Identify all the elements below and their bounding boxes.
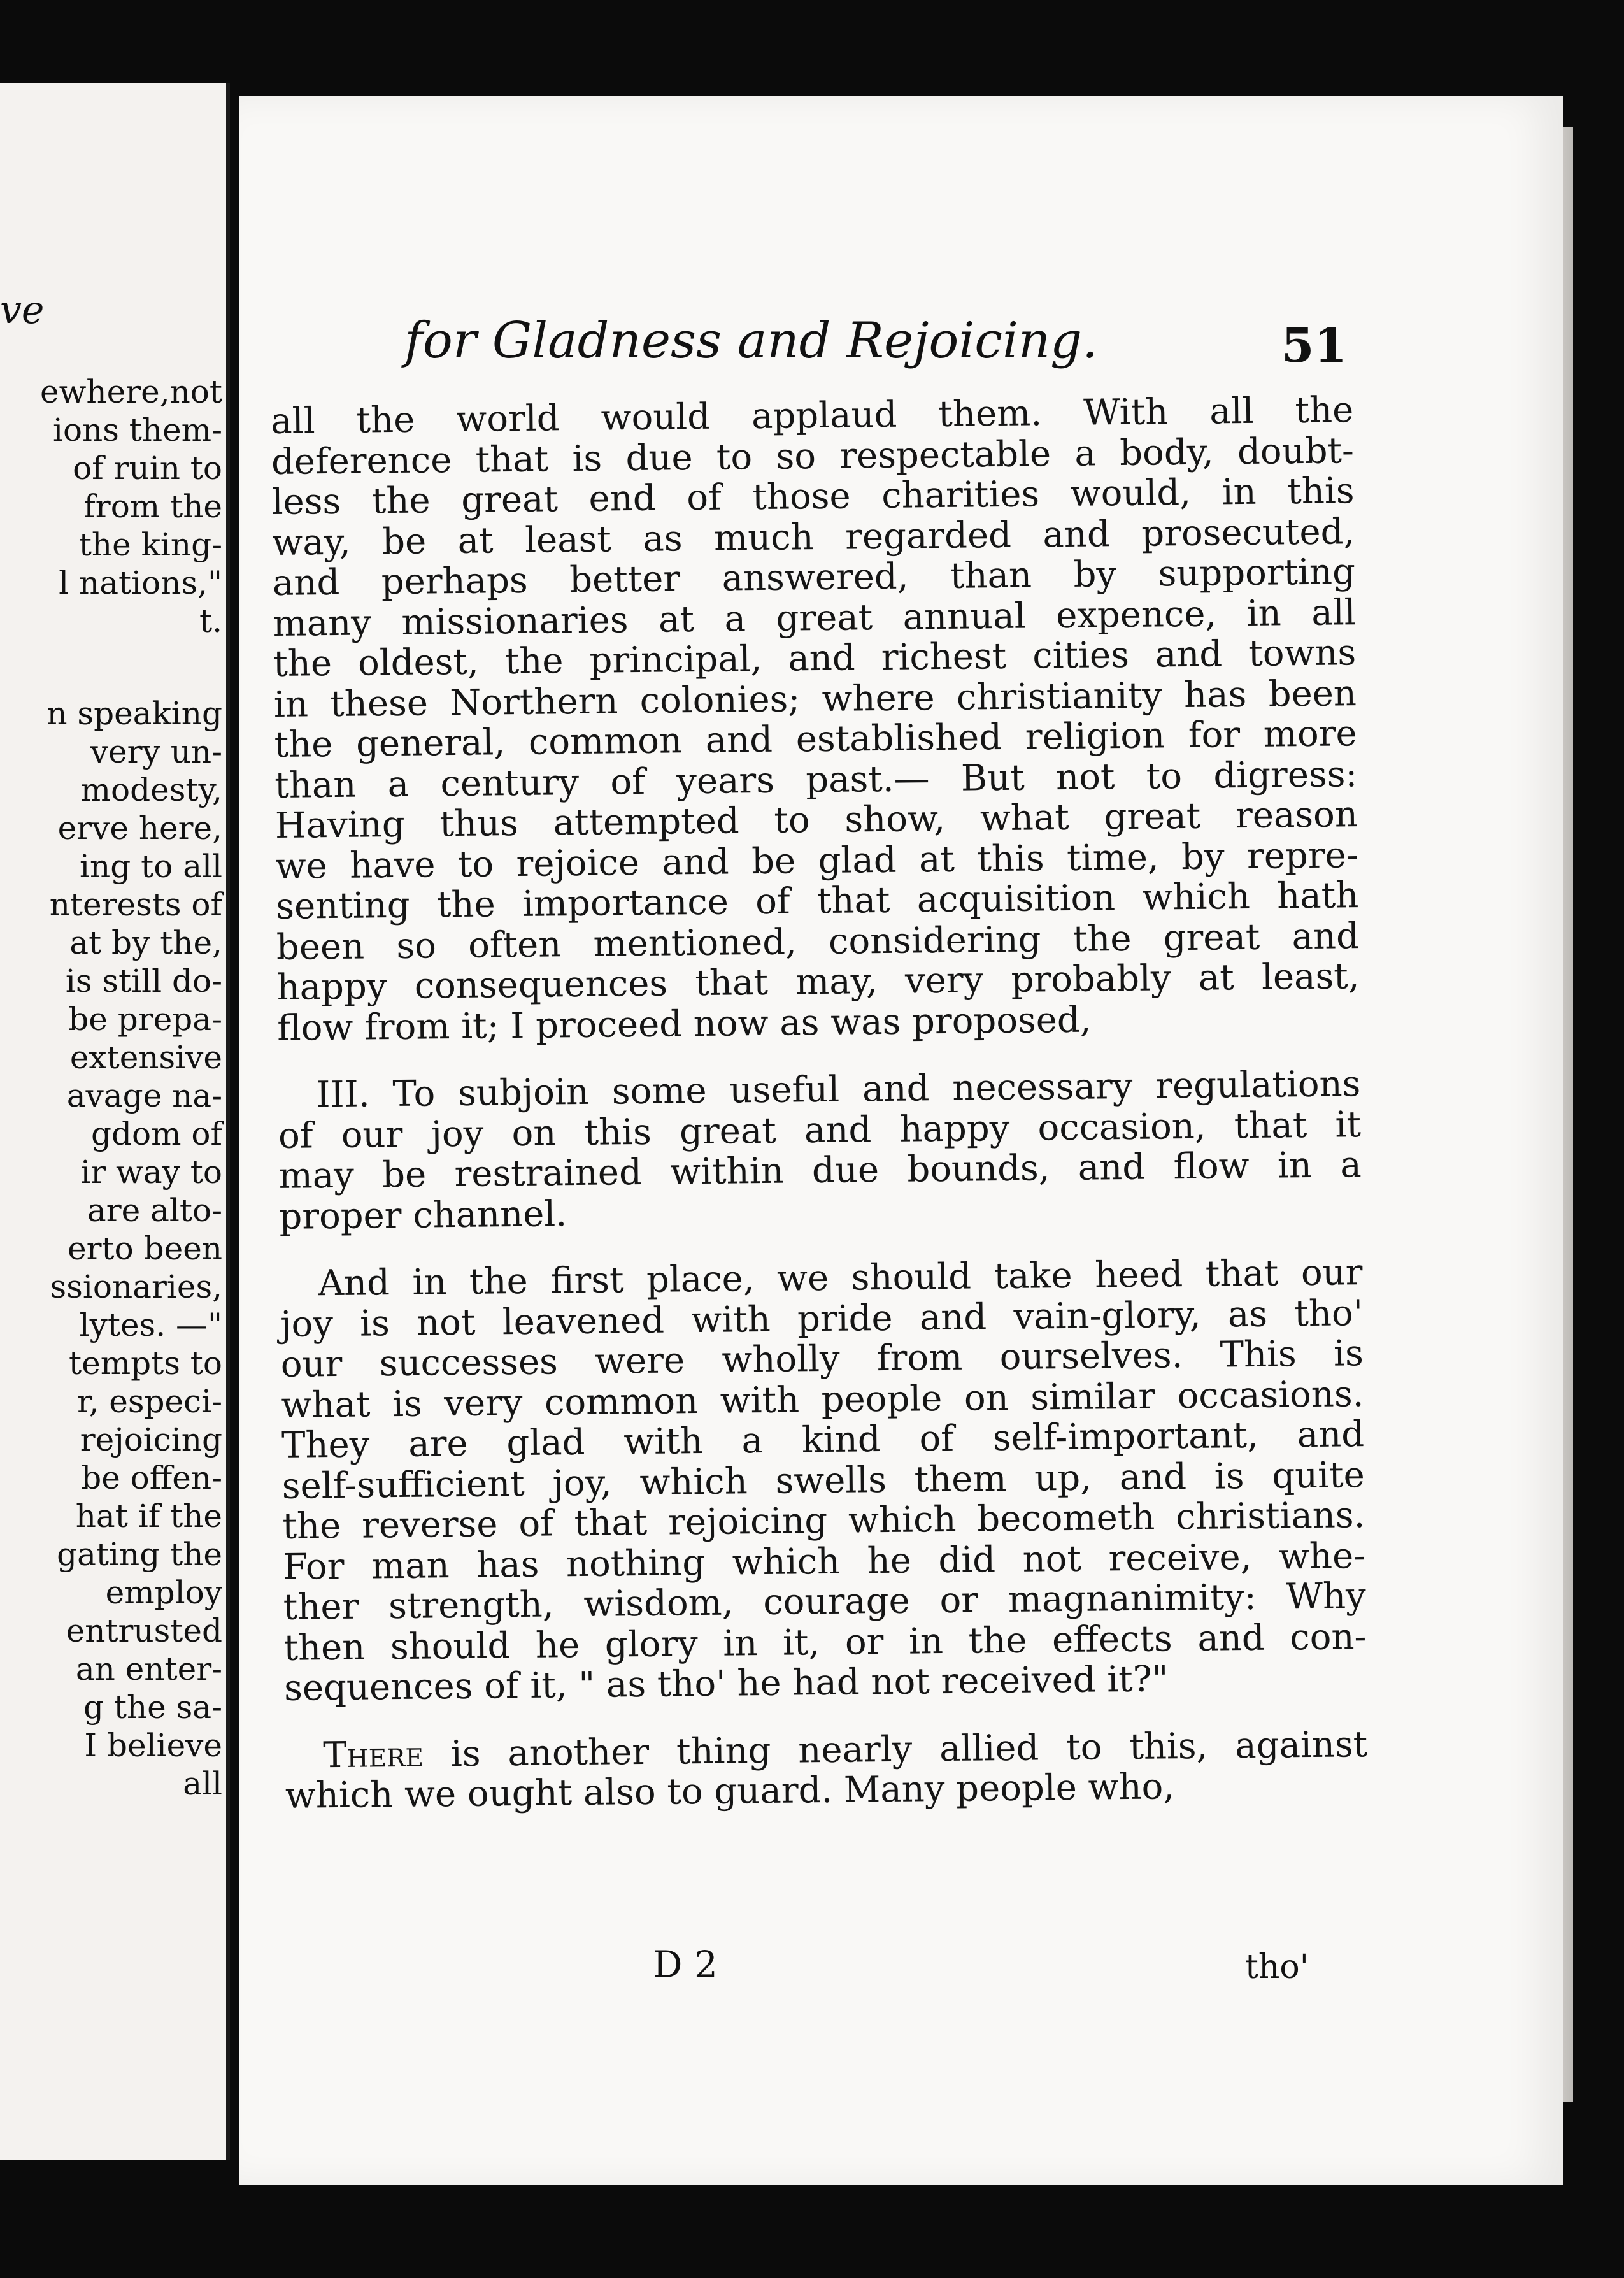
paragraph xyxy=(280,1252,1367,1708)
left-page-line: of ruin to xyxy=(73,450,222,487)
left-page-line: entrusted xyxy=(66,1612,222,1649)
text-line: ther strength, wisdom, courage or magnanimity: Why xyxy=(283,1575,1367,1628)
text-line: For man has nothing which he did not receive, whe- xyxy=(282,1535,1366,1588)
left-page-line: be prepa- xyxy=(68,1001,222,1038)
text-line: They are glad with a kind of self-important, and xyxy=(281,1414,1365,1466)
text-line: senting the importance of that acquisition which hath xyxy=(275,875,1359,928)
left-page-line: ions them- xyxy=(52,412,222,448)
left-page-line: r, especi- xyxy=(77,1383,222,1420)
left-page-line: hat if the xyxy=(75,1498,222,1535)
left-page-line: avage na- xyxy=(66,1077,222,1114)
left-page-line: erto been xyxy=(68,1230,222,1267)
left-page-line: rejoicing xyxy=(80,1421,222,1458)
text-line: of our joy on this great and happy occasion, that it xyxy=(278,1103,1362,1157)
left-facing-page xyxy=(0,83,230,2160)
page-footer xyxy=(271,1943,1353,1994)
text-line: self-sufficient joy, which swells them up, and is quite xyxy=(281,1454,1365,1507)
left-page-line: nterests of xyxy=(49,886,222,923)
left-page-line: t. xyxy=(199,603,222,640)
text-line: and perhaps better answered, than by supporting xyxy=(272,551,1356,604)
text-line: then should he glory in it, or in the effects and con- xyxy=(283,1615,1367,1669)
text-line: happy consequences that may, very probably at least, xyxy=(276,956,1360,1008)
paragraph xyxy=(278,1064,1362,1237)
left-page-line: gating the xyxy=(57,1536,222,1573)
left-page-line: g the sa- xyxy=(83,1689,222,1726)
left-page-line: employ xyxy=(105,1574,222,1611)
page-header xyxy=(404,312,1347,395)
left-page-line: modesty, xyxy=(80,771,222,808)
text-line: the general, common and established religion for more xyxy=(274,713,1357,766)
book-page xyxy=(239,96,1563,2185)
text-line: flow from it; I proceed now as was proposed, xyxy=(276,999,1092,1049)
text-line: the reverse of that rejoicing which becometh christians. xyxy=(282,1494,1365,1547)
text-line: less the great end of those charities would, in this xyxy=(271,470,1355,523)
small-caps-lead: There xyxy=(322,1733,424,1776)
text-line: III. To subjoin some useful and necessary regulations xyxy=(316,1063,1361,1116)
text-line: And in the first place, we should take heed that our xyxy=(318,1252,1363,1305)
line-text: is another thing nearly allied to this, against xyxy=(423,1723,1368,1775)
left-page-line: gdom of xyxy=(90,1115,222,1152)
text-line: proper channel. xyxy=(279,1193,567,1238)
text-line: than a century of years past.— But not to digress: xyxy=(274,753,1358,806)
left-page-line: lytes. —" xyxy=(79,1307,222,1343)
left-page-line: very un- xyxy=(90,733,222,770)
text-line: all the world would applaud them. With all the xyxy=(270,389,1354,442)
paragraph xyxy=(285,1724,1368,1817)
page-number: 51 xyxy=(1281,319,1347,373)
left-running-title-fragment: ve xyxy=(0,288,45,333)
left-page-line: is still do- xyxy=(65,963,222,999)
left-page-line: I believe xyxy=(84,1727,222,1764)
left-page-line: tempts to xyxy=(69,1345,222,1382)
running-title: for Gladness and Rejoicing. xyxy=(404,312,1098,369)
text-line: what is very common with people on similar occasions. xyxy=(281,1373,1364,1426)
text-line: joy is not leavened with pride and vain-glory, as tho' xyxy=(280,1292,1364,1345)
signature-mark: D 2 xyxy=(653,1943,718,1986)
left-page-line: at by the, xyxy=(69,924,222,961)
text-line: sequences of it, " as tho' he had not received it?" xyxy=(283,1658,1169,1709)
left-page-line: the king- xyxy=(78,526,222,563)
left-page-line xyxy=(0,640,226,694)
text-line: been so often mentioned, considering the great and xyxy=(276,915,1360,968)
left-page-line: from the xyxy=(83,488,222,525)
left-page-line: be offen- xyxy=(81,1459,222,1496)
left-page-line: ing to all xyxy=(80,848,222,885)
left-page-line: n speaking xyxy=(46,695,222,732)
left-page-line: all xyxy=(183,1765,222,1802)
left-page-line: an enter- xyxy=(75,1651,222,1687)
text-line: way, be at least as much regarded and prosecuted, xyxy=(271,510,1355,564)
text-line: our successes were wholly from ourselves. This is xyxy=(280,1333,1364,1386)
left-page-line: ssionaries, xyxy=(50,1268,222,1305)
left-page-line: extensive xyxy=(69,1039,222,1076)
text-line: in these Northern colonies; where christianity has been xyxy=(273,672,1357,726)
text-line: deference that is due to so respectable a body, doubt- xyxy=(271,429,1355,483)
left-page-line: ir way to xyxy=(80,1154,222,1191)
text-line: the oldest, the principal, and richest cities and towns xyxy=(273,632,1357,685)
text-line: many missionaries at a great annual expence, in all xyxy=(273,591,1356,645)
left-page-line: are alto- xyxy=(87,1192,222,1229)
left-page-text xyxy=(0,373,226,1803)
left-page-line: ewhere,not xyxy=(40,373,222,410)
left-page-line: erve here, xyxy=(57,810,222,847)
paragraph xyxy=(271,390,1360,1049)
text-line: Having thus attempted to show, what great reason xyxy=(274,794,1358,847)
body-text xyxy=(271,390,1368,1816)
text-line: may be restrained within due bounds, and flow in a xyxy=(278,1144,1362,1197)
text-line: we have to rejoice and be glad at this time, by repre- xyxy=(275,834,1358,887)
catchword: tho' xyxy=(1245,1948,1309,1986)
text-line: which we ought also to guard. Many people who, xyxy=(285,1766,1175,1817)
left-page-line: l nations," xyxy=(59,564,222,601)
